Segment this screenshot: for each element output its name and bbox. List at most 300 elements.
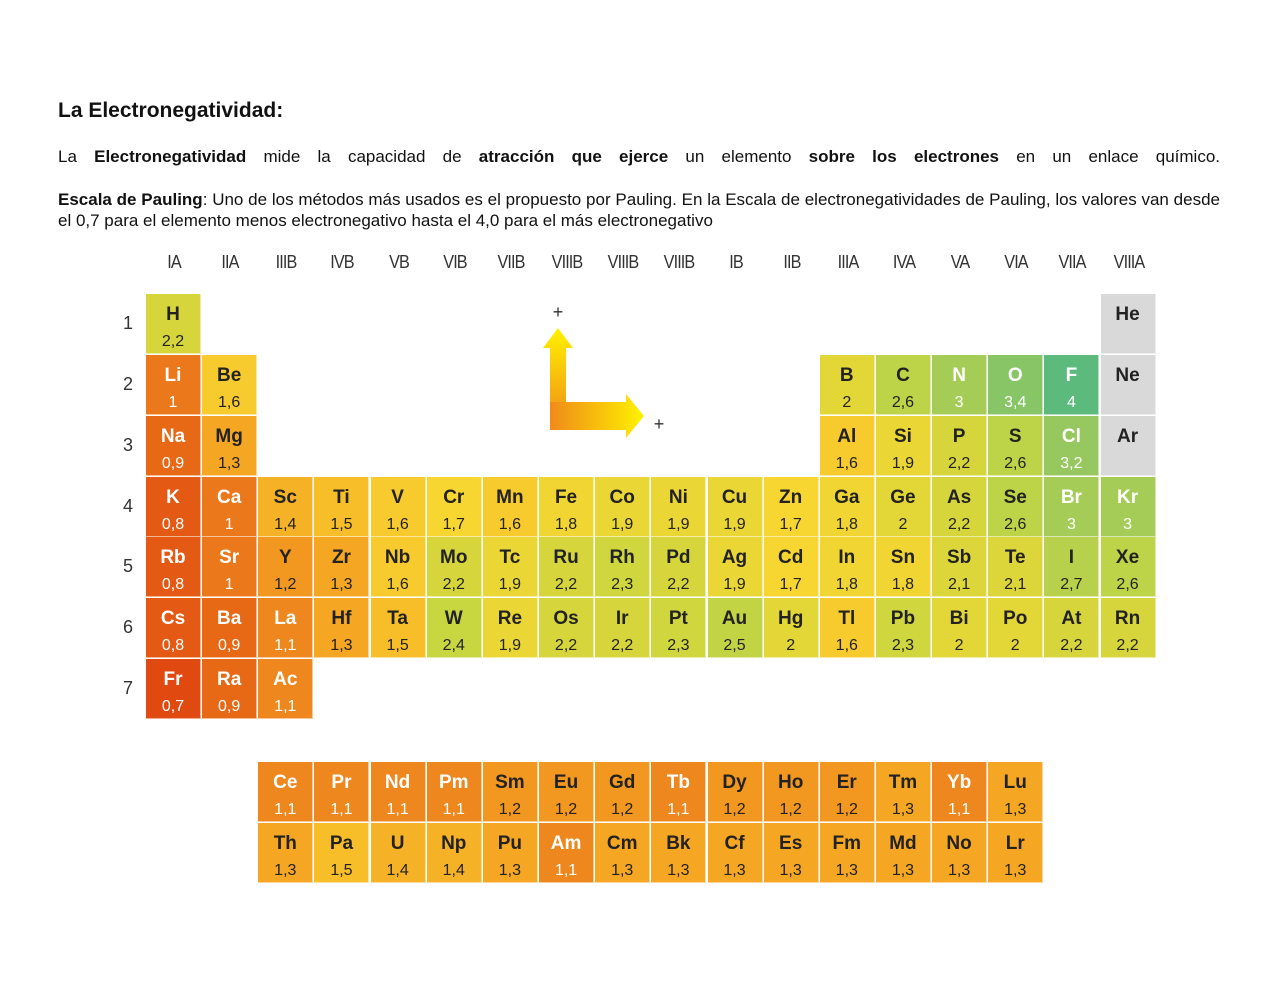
electronegativity-value: 1,4	[274, 516, 297, 533]
electronegativity-value: 1,1	[386, 801, 409, 818]
element-symbol: Hf	[331, 608, 352, 629]
electronegativity-value: 1,2	[554, 801, 578, 818]
electronegativity-value: 2,2	[611, 637, 634, 654]
element-cell-si	[876, 416, 931, 476]
electronegativity-value: 2,6	[1004, 455, 1027, 472]
element-symbol: Dy	[722, 772, 747, 793]
element-symbol: Si	[893, 426, 912, 447]
electronegativity-value: 2,6	[1116, 576, 1139, 593]
element-symbol: K	[166, 487, 180, 508]
element-symbol: Os	[553, 608, 579, 629]
electronegativity-value: 1,3	[611, 862, 634, 879]
electronegativity-value: 2	[786, 637, 796, 654]
element-symbol: Re	[497, 608, 523, 629]
element-symbol: In	[838, 547, 856, 568]
electronegativity-value: 0,8	[161, 637, 185, 654]
electronegativity-value: 1,2	[274, 576, 297, 593]
element-symbol: Ne	[1115, 365, 1140, 386]
period-label: 4	[122, 496, 133, 516]
element-cell-te	[988, 537, 1043, 597]
electronegativity-value: 1,3	[835, 862, 858, 879]
element-symbol: Er	[836, 772, 857, 793]
electronegativity-value: 1,3	[891, 862, 915, 879]
element-cell-zr	[314, 537, 369, 597]
element-symbol: At	[1061, 608, 1082, 629]
element-cell-bi	[932, 598, 987, 658]
element-cell-sn	[876, 537, 931, 597]
element-cell-b	[820, 355, 875, 415]
electronegativity-value: 3,2	[1060, 455, 1083, 472]
pauling-paragraph	[58, 189, 1220, 231]
electronegativity-value: 1,8	[554, 516, 578, 533]
element-symbol: Pu	[497, 833, 523, 854]
element-symbol: W	[444, 608, 463, 629]
element-cell-w	[427, 598, 482, 658]
electronegativity-value: 1,2	[611, 801, 634, 818]
element-symbol: Na	[160, 426, 186, 447]
electronegativity-value: 1,1	[442, 801, 465, 818]
period-label: 3	[122, 435, 133, 455]
element-symbol: Ag	[721, 547, 748, 568]
element-cell-co	[595, 477, 650, 537]
element-cell-au	[708, 598, 763, 658]
electronegativity-value: 1,4	[386, 862, 409, 879]
group-label: VIIIB	[551, 252, 583, 272]
element-cell-os	[539, 598, 594, 658]
element-cell-ni	[651, 477, 706, 537]
element-cell-re	[483, 598, 538, 658]
electronegativity-value: 1,8	[835, 576, 858, 593]
element-symbol: C	[896, 365, 910, 386]
element-symbol: Cl	[1061, 426, 1081, 447]
element-symbol: Li	[164, 365, 182, 386]
element-cell-as	[932, 477, 987, 537]
electronegativity-value: 2,3	[891, 637, 915, 654]
element-cell-hf	[314, 598, 369, 658]
electronegativity-value: 1,1	[274, 698, 297, 715]
element-cell-in	[820, 537, 875, 597]
element-symbol: Tb	[666, 772, 690, 793]
element-cell-s	[988, 416, 1043, 476]
element-symbol: Ho	[777, 772, 804, 793]
element-symbol: Hg	[777, 608, 804, 629]
element-cell-mo	[427, 537, 482, 597]
element-cell-be	[202, 355, 257, 415]
element-symbol: Es	[779, 833, 803, 854]
element-cell-rh	[595, 537, 650, 597]
element-cell-mn	[483, 477, 538, 537]
electronegativity-value: 2,5	[723, 637, 746, 654]
element-symbol: Sn	[890, 547, 916, 568]
period-label: 1	[122, 313, 133, 333]
element-cell-v	[371, 477, 426, 537]
electronegativity-value: 1,7	[442, 516, 465, 533]
electronegativity-value: 1,3	[330, 576, 353, 593]
element-cell-kr	[1101, 477, 1156, 537]
element-symbol: O	[1007, 365, 1023, 386]
element-symbol: B	[839, 365, 854, 386]
element-cell-sm	[483, 762, 538, 822]
element-cell-gd	[595, 762, 650, 822]
element-cell-se	[988, 477, 1043, 537]
element-symbol: Ga	[834, 487, 860, 508]
element-symbol: Md	[889, 833, 917, 854]
element-symbol: La	[274, 608, 297, 629]
electronegativity-value: 1,5	[330, 862, 353, 879]
element-symbol: Br	[1060, 487, 1082, 508]
element-symbol: Tl	[838, 608, 856, 629]
electronegativity-value: 1,2	[779, 801, 802, 818]
element-symbol: Fr	[163, 669, 183, 690]
electronegativity-value: 2	[842, 394, 852, 411]
element-symbol: Nd	[384, 772, 411, 793]
element-symbol: Co	[609, 487, 635, 508]
element-cell-ge	[876, 477, 931, 537]
element-symbol: Ba	[216, 608, 242, 629]
bold-run: Escala de Pauling	[58, 190, 203, 209]
electronegativity-value: 1,3	[1004, 862, 1027, 879]
electronegativity-value: 1,6	[218, 394, 241, 411]
element-cell-pd	[651, 537, 706, 597]
element-symbol: Yb	[946, 772, 972, 793]
electronegativity-value: 1,6	[498, 516, 522, 533]
element-symbol: Tm	[888, 772, 918, 793]
element-cell-i	[1044, 537, 1099, 597]
element-symbol: Rn	[1114, 608, 1141, 629]
element-cell-pu	[483, 823, 538, 883]
element-symbol: Pm	[438, 772, 469, 793]
element-symbol: P	[952, 426, 966, 447]
element-symbol: Gd	[608, 772, 636, 793]
element-cell-fm	[820, 823, 875, 883]
element-symbol: Pd	[666, 547, 691, 568]
group-label: IIB	[783, 252, 801, 272]
element-cell-th	[258, 823, 313, 883]
electronegativity-value: 3,4	[1004, 394, 1027, 411]
electronegativity-value: 1,1	[330, 801, 353, 818]
element-symbol: Ce	[273, 772, 298, 793]
document-title: La Electronegatividad:	[58, 99, 284, 122]
element-cell-hg	[764, 598, 819, 658]
electronegativity-value: 0,9	[218, 637, 241, 654]
element-cell-cd	[764, 537, 819, 597]
electronegativity-value: 1,3	[667, 862, 690, 879]
electronegativity-value: 3	[1123, 516, 1132, 533]
element-cell-mg	[202, 416, 257, 476]
element-symbol: Te	[1004, 547, 1026, 568]
electronegativity-value: 1,6	[386, 576, 409, 593]
electronegativity-value: 1	[224, 576, 234, 593]
element-symbol: Fe	[554, 487, 578, 508]
bold-run: Electronegatividad	[94, 147, 247, 166]
element-cell-dy	[708, 762, 763, 822]
element-cell-fe	[539, 477, 594, 537]
electronegativity-value: 2,2	[554, 637, 578, 654]
element-cell-np	[427, 823, 482, 883]
electronegativity-value: 1,3	[218, 455, 241, 472]
element-symbol: Bi	[949, 608, 969, 629]
group-label: IIIB	[275, 252, 297, 272]
element-symbol: Cf	[724, 833, 745, 854]
element-symbol: No	[946, 833, 972, 854]
element-cell-ag	[708, 537, 763, 597]
electronegativity-value: 1	[168, 394, 178, 411]
element-symbol: F	[1065, 365, 1078, 386]
electronegativity-value: 2,2	[161, 333, 185, 350]
element-cell-at	[1044, 598, 1099, 658]
element-cell-ar	[1101, 416, 1156, 476]
electronegativity-value: 1,3	[947, 862, 971, 879]
electronegativity-value: 0,9	[218, 698, 241, 715]
element-cell-o	[988, 355, 1043, 415]
group-label: IA	[167, 252, 181, 272]
element-cell-po	[988, 598, 1043, 658]
element-cell-u	[371, 823, 426, 883]
element-symbol: Ru	[553, 547, 579, 568]
electronegativity-value: 1,3	[330, 637, 353, 654]
electronegativity-value: 1,3	[779, 862, 802, 879]
electronegativity-value: 3	[1066, 516, 1076, 533]
electronegativity-value: 1,1	[947, 801, 971, 818]
group-label: IIA	[221, 252, 239, 272]
group-label: VIIB	[497, 252, 525, 272]
electronegativity-trend-arrow	[538, 300, 678, 450]
period-label: 6	[122, 617, 133, 637]
element-symbol: Al	[837, 426, 857, 447]
element-cell-md	[876, 823, 931, 883]
electronegativity-value: 1,1	[274, 637, 297, 654]
element-symbol: Zr	[331, 547, 351, 568]
element-symbol: Se	[1003, 487, 1027, 508]
element-symbol: Nb	[384, 547, 411, 568]
electronegativity-value: 2,6	[891, 394, 915, 411]
element-cell-sb	[932, 537, 987, 597]
element-symbol: U	[390, 833, 405, 854]
element-symbol: Rh	[609, 547, 635, 568]
electronegativity-value: 2,6	[1004, 516, 1027, 533]
electronegativity-value: 2,1	[947, 576, 971, 593]
element-symbol: Cu	[721, 487, 748, 508]
electronegativity-value: 4	[1066, 394, 1076, 411]
element-cell-cf	[708, 823, 763, 883]
element-cell-fr	[146, 659, 201, 719]
electronegativity-value: 2,2	[442, 576, 465, 593]
element-symbol: Rb	[160, 547, 186, 568]
period-label: 7	[122, 678, 133, 698]
element-cell-rb	[146, 537, 201, 597]
text-run: La	[58, 147, 95, 166]
arrow-up-label: +	[552, 302, 564, 322]
element-cell-k	[146, 477, 201, 537]
element-cell-tm	[876, 762, 931, 822]
element-cell-na	[146, 416, 201, 476]
element-cell-lu	[988, 762, 1043, 822]
element-symbol: V	[391, 487, 404, 508]
element-cell-ac	[258, 659, 313, 719]
electronegativity-value: 1,1	[554, 862, 578, 879]
element-cell-h	[146, 294, 201, 354]
element-cell-ra	[202, 659, 257, 719]
element-symbol: As	[946, 487, 972, 508]
element-cell-pa	[314, 823, 369, 883]
electronegativity-value: 1,1	[667, 801, 690, 818]
element-cell-c	[876, 355, 931, 415]
electronegativity-value: 2,2	[1060, 637, 1083, 654]
period-label: 2	[122, 374, 133, 394]
electronegativity-value: 0,7	[161, 698, 185, 715]
element-cell-ca	[202, 477, 257, 537]
element-cell-tc	[483, 537, 538, 597]
electronegativity-value: 2,2	[947, 455, 971, 472]
element-symbol: Be	[216, 365, 242, 386]
electronegativity-value: 1,2	[498, 801, 522, 818]
electronegativity-value: 2,3	[667, 637, 690, 654]
element-cell-ti	[314, 477, 369, 537]
element-cell-f	[1044, 355, 1099, 415]
element-cell-p	[932, 416, 987, 476]
electronegativity-value: 0,9	[161, 455, 185, 472]
element-symbol: Po	[1003, 608, 1028, 629]
element-symbol: Bk	[666, 833, 691, 854]
electronegativity-value: 1,9	[611, 516, 634, 533]
group-label: VIB	[443, 252, 467, 272]
element-cell-ru	[539, 537, 594, 597]
element-cell-am	[539, 823, 594, 883]
definition-paragraph	[58, 146, 1220, 167]
element-symbol: Cm	[606, 833, 638, 854]
text-run: : Uno de los métodos más usados es el propuesto por Pauling. En la Escala de electronegatividades de Pauling, los valores van desde el 0,7 para el elemento menos electronegativo hasta el 4,0 para el más electronegativo	[58, 190, 1220, 230]
element-symbol: Pr	[331, 772, 352, 793]
electronegativity-value: 1,5	[330, 516, 353, 533]
electronegativity-value: 1,9	[891, 455, 915, 472]
electronegativity-value: 2,7	[1060, 576, 1083, 593]
element-symbol: Ta	[387, 608, 408, 629]
bold-run: sobre los electrones	[808, 147, 999, 166]
element-symbol: Pt	[668, 608, 688, 629]
element-symbol: Xe	[1115, 547, 1140, 568]
electronegativity-value: 1,9	[723, 576, 746, 593]
element-symbol: Au	[721, 608, 748, 629]
electronegativity-value: 2,2	[554, 576, 578, 593]
element-cell-ir	[595, 598, 650, 658]
electronegativity-value: 1,2	[835, 801, 858, 818]
element-cell-zn	[764, 477, 819, 537]
electronegativity-value: 2,4	[442, 637, 465, 654]
element-cell-cm	[595, 823, 650, 883]
element-symbol: Pb	[890, 608, 916, 629]
group-label: VIIIA	[1113, 252, 1144, 272]
element-cell-ga	[820, 477, 875, 537]
electronegativity-value: 1,7	[779, 516, 802, 533]
electronegativity-value: 1	[224, 516, 234, 533]
element-symbol: Sm	[495, 772, 525, 793]
electronegativity-value: 1,3	[723, 862, 746, 879]
element-cell-ne	[1101, 355, 1156, 415]
text-run: mide la capacidad de	[246, 147, 479, 166]
electronegativity-value: 1,6	[386, 516, 409, 533]
element-cell-cs	[146, 598, 201, 658]
electronegativity-value: 1,3	[891, 801, 915, 818]
element-symbol: Y	[278, 547, 292, 568]
electronegativity-value: 2,2	[667, 576, 690, 593]
element-symbol: Lu	[1003, 772, 1027, 793]
element-cell-nd	[371, 762, 426, 822]
element-symbol: Eu	[553, 772, 579, 793]
element-symbol: Ac	[273, 669, 298, 690]
element-symbol: Cd	[777, 547, 804, 568]
element-cell-ce	[258, 762, 313, 822]
electronegativity-value: 1,1	[274, 801, 297, 818]
element-symbol: Mn	[496, 487, 524, 508]
element-symbol: Mo	[440, 547, 468, 568]
electronegativity-value: 1,8	[891, 576, 915, 593]
element-symbol: N	[952, 365, 966, 386]
group-label: IVA	[892, 252, 916, 272]
element-cell-es	[764, 823, 819, 883]
electronegativity-value: 2	[1010, 637, 1020, 654]
element-symbol: H	[166, 304, 180, 325]
element-symbol: Kr	[1116, 487, 1139, 508]
element-cell-lr	[988, 823, 1043, 883]
element-cell-al	[820, 416, 875, 476]
electronegativity-value: 1,2	[723, 801, 746, 818]
element-cell-eu	[539, 762, 594, 822]
electronegativity-value: 1,8	[835, 516, 858, 533]
group-label: VA	[950, 252, 970, 272]
arrow-right-label: +	[653, 414, 665, 434]
element-cell-y	[258, 537, 313, 597]
element-cell-n	[932, 355, 987, 415]
element-cell-cr	[427, 477, 482, 537]
element-symbol: Ra	[216, 669, 242, 690]
electronegativity-value: 1,3	[1004, 801, 1027, 818]
element-cell-pr	[314, 762, 369, 822]
element-cell-pb	[876, 598, 931, 658]
electronegativity-value: 2,2	[947, 516, 971, 533]
element-cell-pt	[651, 598, 706, 658]
element-symbol: Lr	[1005, 833, 1025, 854]
electronegativity-value: 0,8	[161, 516, 185, 533]
electronegativity-value: 1,3	[274, 862, 297, 879]
element-symbol: Ni	[668, 487, 688, 508]
electronegativity-value: 1,6	[835, 637, 858, 654]
element-cell-nb	[371, 537, 426, 597]
element-cell-ba	[202, 598, 257, 658]
element-cell-no	[932, 823, 987, 883]
period-label: 5	[122, 556, 133, 576]
element-symbol: Pa	[329, 833, 354, 854]
element-symbol: Th	[273, 833, 297, 854]
element-cell-ta	[371, 598, 426, 658]
element-symbol: Ti	[333, 487, 350, 508]
element-symbol: Np	[441, 833, 467, 854]
element-symbol: Sr	[219, 547, 240, 568]
element-cell-la	[258, 598, 313, 658]
group-label: VIA	[1004, 252, 1028, 272]
group-label: VB	[388, 252, 409, 272]
element-cell-yb	[932, 762, 987, 822]
element-symbol: I	[1068, 547, 1075, 568]
group-label: VIIIB	[607, 252, 639, 272]
element-symbol: Fm	[832, 833, 862, 854]
electronegativity-value: 2	[898, 516, 908, 533]
electronegativity-value: 2	[954, 637, 964, 654]
element-symbol: Ar	[1116, 426, 1139, 447]
electronegativity-value: 3	[954, 394, 964, 411]
electronegativity-value: 1,3	[498, 862, 522, 879]
element-cell-xe	[1101, 537, 1156, 597]
electronegativity-value: 2,3	[611, 576, 634, 593]
